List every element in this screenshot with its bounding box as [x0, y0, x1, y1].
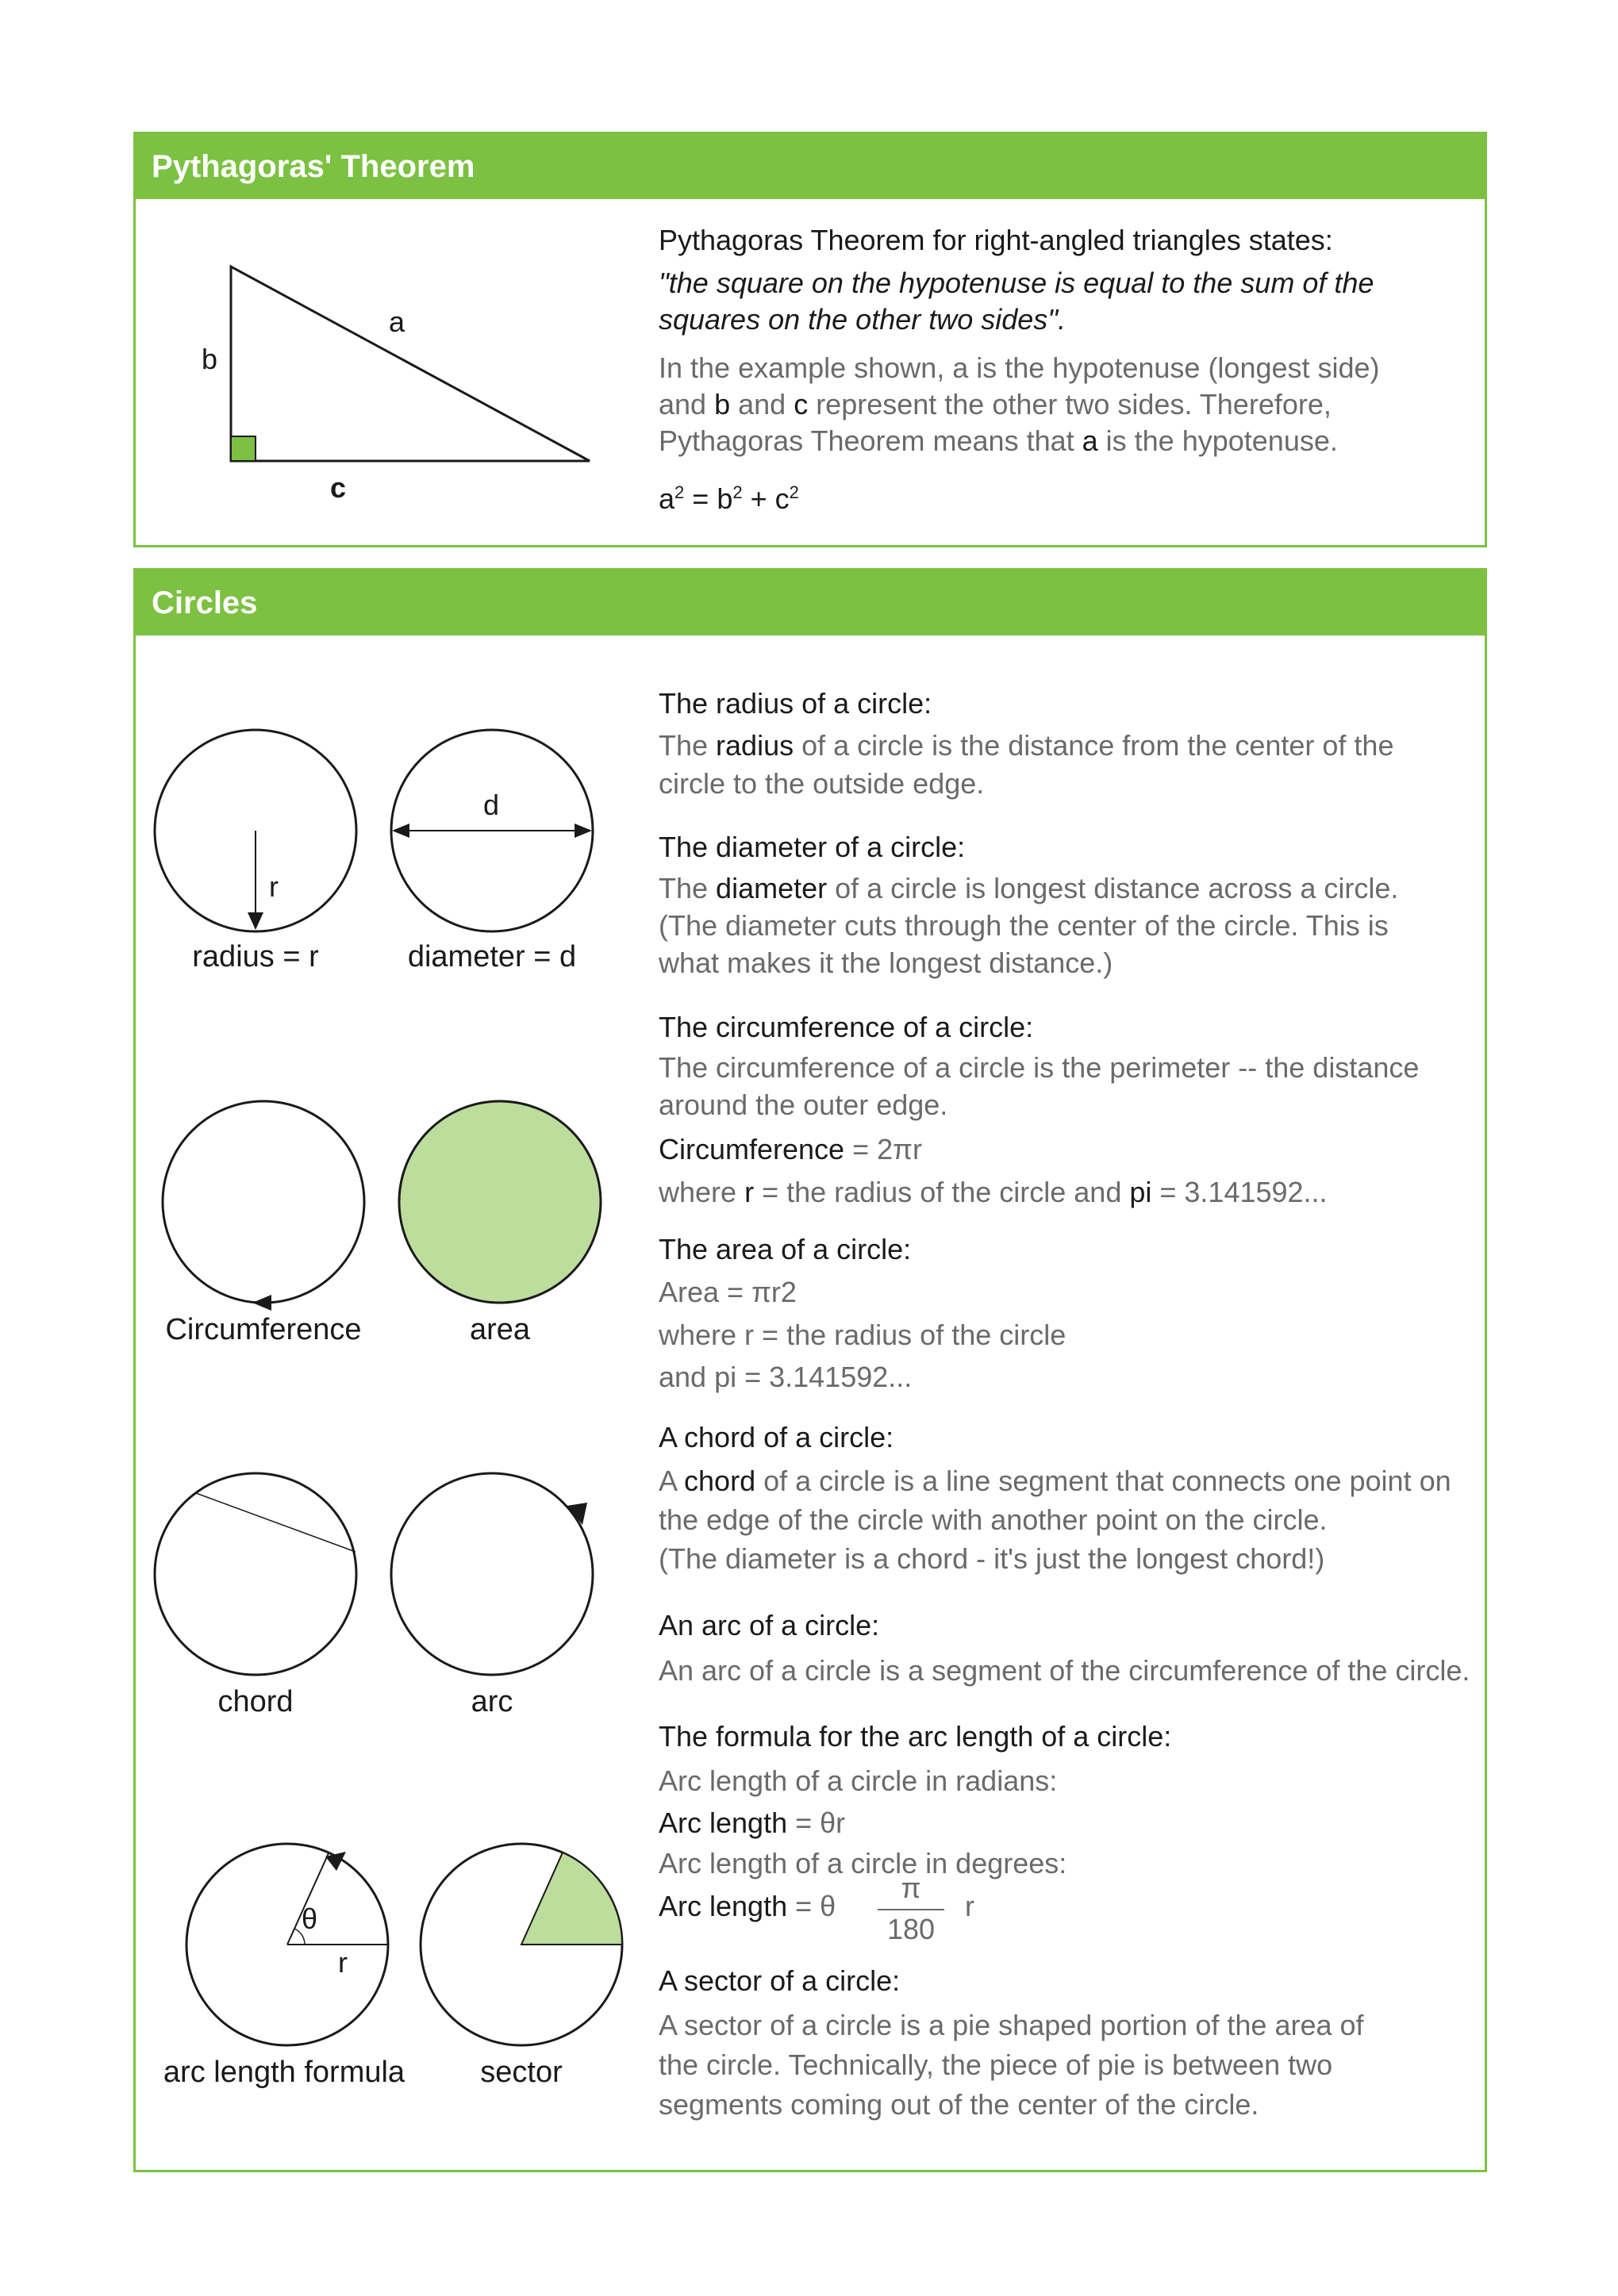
caption-circumference: Circumference: [165, 1313, 362, 1346]
label-r-radius: r: [269, 870, 279, 903]
right-triangle-diagram: [231, 267, 590, 461]
chord-line-1: A chord of a circle is a line segment that connects one point on: [659, 1465, 1451, 1497]
caption-arc: arc: [471, 1685, 513, 1718]
sector-line-3: segments coming out of the center of the circle.: [659, 2088, 1259, 2121]
pythagoras-quote-2: squares on the other two sides".: [659, 303, 1066, 336]
caption-chord: chord: [217, 1685, 294, 1718]
circumference-heading: The circumference of a circle:: [659, 1011, 1034, 1043]
label-a: a: [389, 305, 405, 338]
chord-heading: A chord of a circle:: [659, 1421, 894, 1453]
fraction-denominator: 180: [886, 1913, 936, 1945]
sector-line-1: A sector of a circle is a pie shaped portion of the area of: [659, 2009, 1364, 2041]
chord-line-3: (The diameter is a chord - it's just the longest chord!): [659, 1542, 1325, 1575]
caption-diameter: diameter = d: [407, 940, 577, 973]
pythagoras-quote-1: "the square on the hypotenuse is equal to the sum of the: [659, 267, 1374, 299]
sector-line-2: the circle. Technically, the piece of pie is between two: [659, 2048, 1333, 2081]
caption-area: area: [469, 1313, 531, 1346]
label-b: b: [202, 343, 218, 375]
pythagoras-body-1: In the example shown, a is the hypotenuse (longest side): [659, 351, 1380, 384]
radius-line-2: circle to the outside edge.: [659, 767, 985, 800]
circles-title: Circles: [136, 570, 1485, 635]
arc-formula-tail-r: r: [965, 1890, 974, 1922]
circumference-formula: Circumference = 2πr: [659, 1133, 922, 1165]
radius-heading: The radius of a circle:: [659, 687, 932, 720]
circumference-line-2: around the outer edge.: [659, 1088, 948, 1121]
fraction-numerator: π: [901, 1872, 921, 1904]
area-line-1: Area = πr2: [659, 1276, 797, 1308]
arc-heading: An arc of a circle:: [659, 1609, 880, 1641]
pythagoras-body-2: and b and c represent the other two sides. Therefore,: [659, 388, 1332, 420]
label-theta: θ: [302, 1902, 318, 1935]
arc-formula-line-1: Arc length of a circle in radians:: [659, 1764, 1058, 1797]
diameter-line-3: what makes it the longest distance.): [659, 946, 1113, 979]
triangle-shape: [231, 267, 590, 461]
pythagoras-formula: $a^2 = b^2 + c^2$: [659, 482, 799, 515]
area-line-2: where r = the radius of the circle: [659, 1319, 1066, 1351]
sector-heading: A sector of a circle:: [659, 1964, 901, 1997]
arc-line-1: An arc of a circle is a segment of the circumference of the circle.: [659, 1654, 1470, 1687]
arc-formula-degrees: Arc length = θ: [659, 1890, 836, 1922]
area-heading: The area of a circle:: [659, 1233, 912, 1265]
chord-line-2: the edge of the circle with another point on the circle.: [659, 1503, 1328, 1536]
caption-sector: sector: [480, 2056, 563, 2089]
right-angle-marker: [231, 436, 256, 461]
pythagoras-heading: Pythagoras Theorem for right-angled triangles states:: [659, 224, 1333, 256]
caption-radius: radius = r: [192, 940, 319, 973]
circumference-where: where r = the radius of the circle and pi = 3.141592...: [659, 1176, 1328, 1208]
circumference-line-1: The circumference of a circle is the perimeter -- the distance: [659, 1051, 1420, 1084]
radius-line-1: The radius of a circle is the distance from the center of the: [659, 729, 1394, 762]
diameter-line-1: The diameter of a circle is longest distance across a circle.: [659, 872, 1399, 904]
caption-arc-length-formula: arc length formula: [163, 2056, 405, 2089]
label-r-arc: r: [338, 1946, 348, 1979]
diameter-line-2: (The diameter cuts through the center of the circle. This is: [659, 909, 1389, 942]
area-line-3: and pi = 3.141592...: [659, 1361, 913, 1393]
label-c: c: [330, 471, 347, 504]
label-d: d: [483, 789, 500, 821]
arc-formula-line-2: Arc length of a circle in degrees:: [659, 1847, 1067, 1879]
pythagoras-body-3: Pythagoras Theorem means that a is the hypotenuse.: [659, 424, 1338, 457]
arc-formula-heading: The formula for the arc length of a circle:: [659, 1720, 1172, 1753]
pythagoras-title: Pythagoras' Theorem: [136, 134, 1485, 199]
diameter-heading: The diameter of a circle:: [659, 831, 966, 863]
arc-formula-radians: Arc length = θr: [659, 1806, 846, 1839]
